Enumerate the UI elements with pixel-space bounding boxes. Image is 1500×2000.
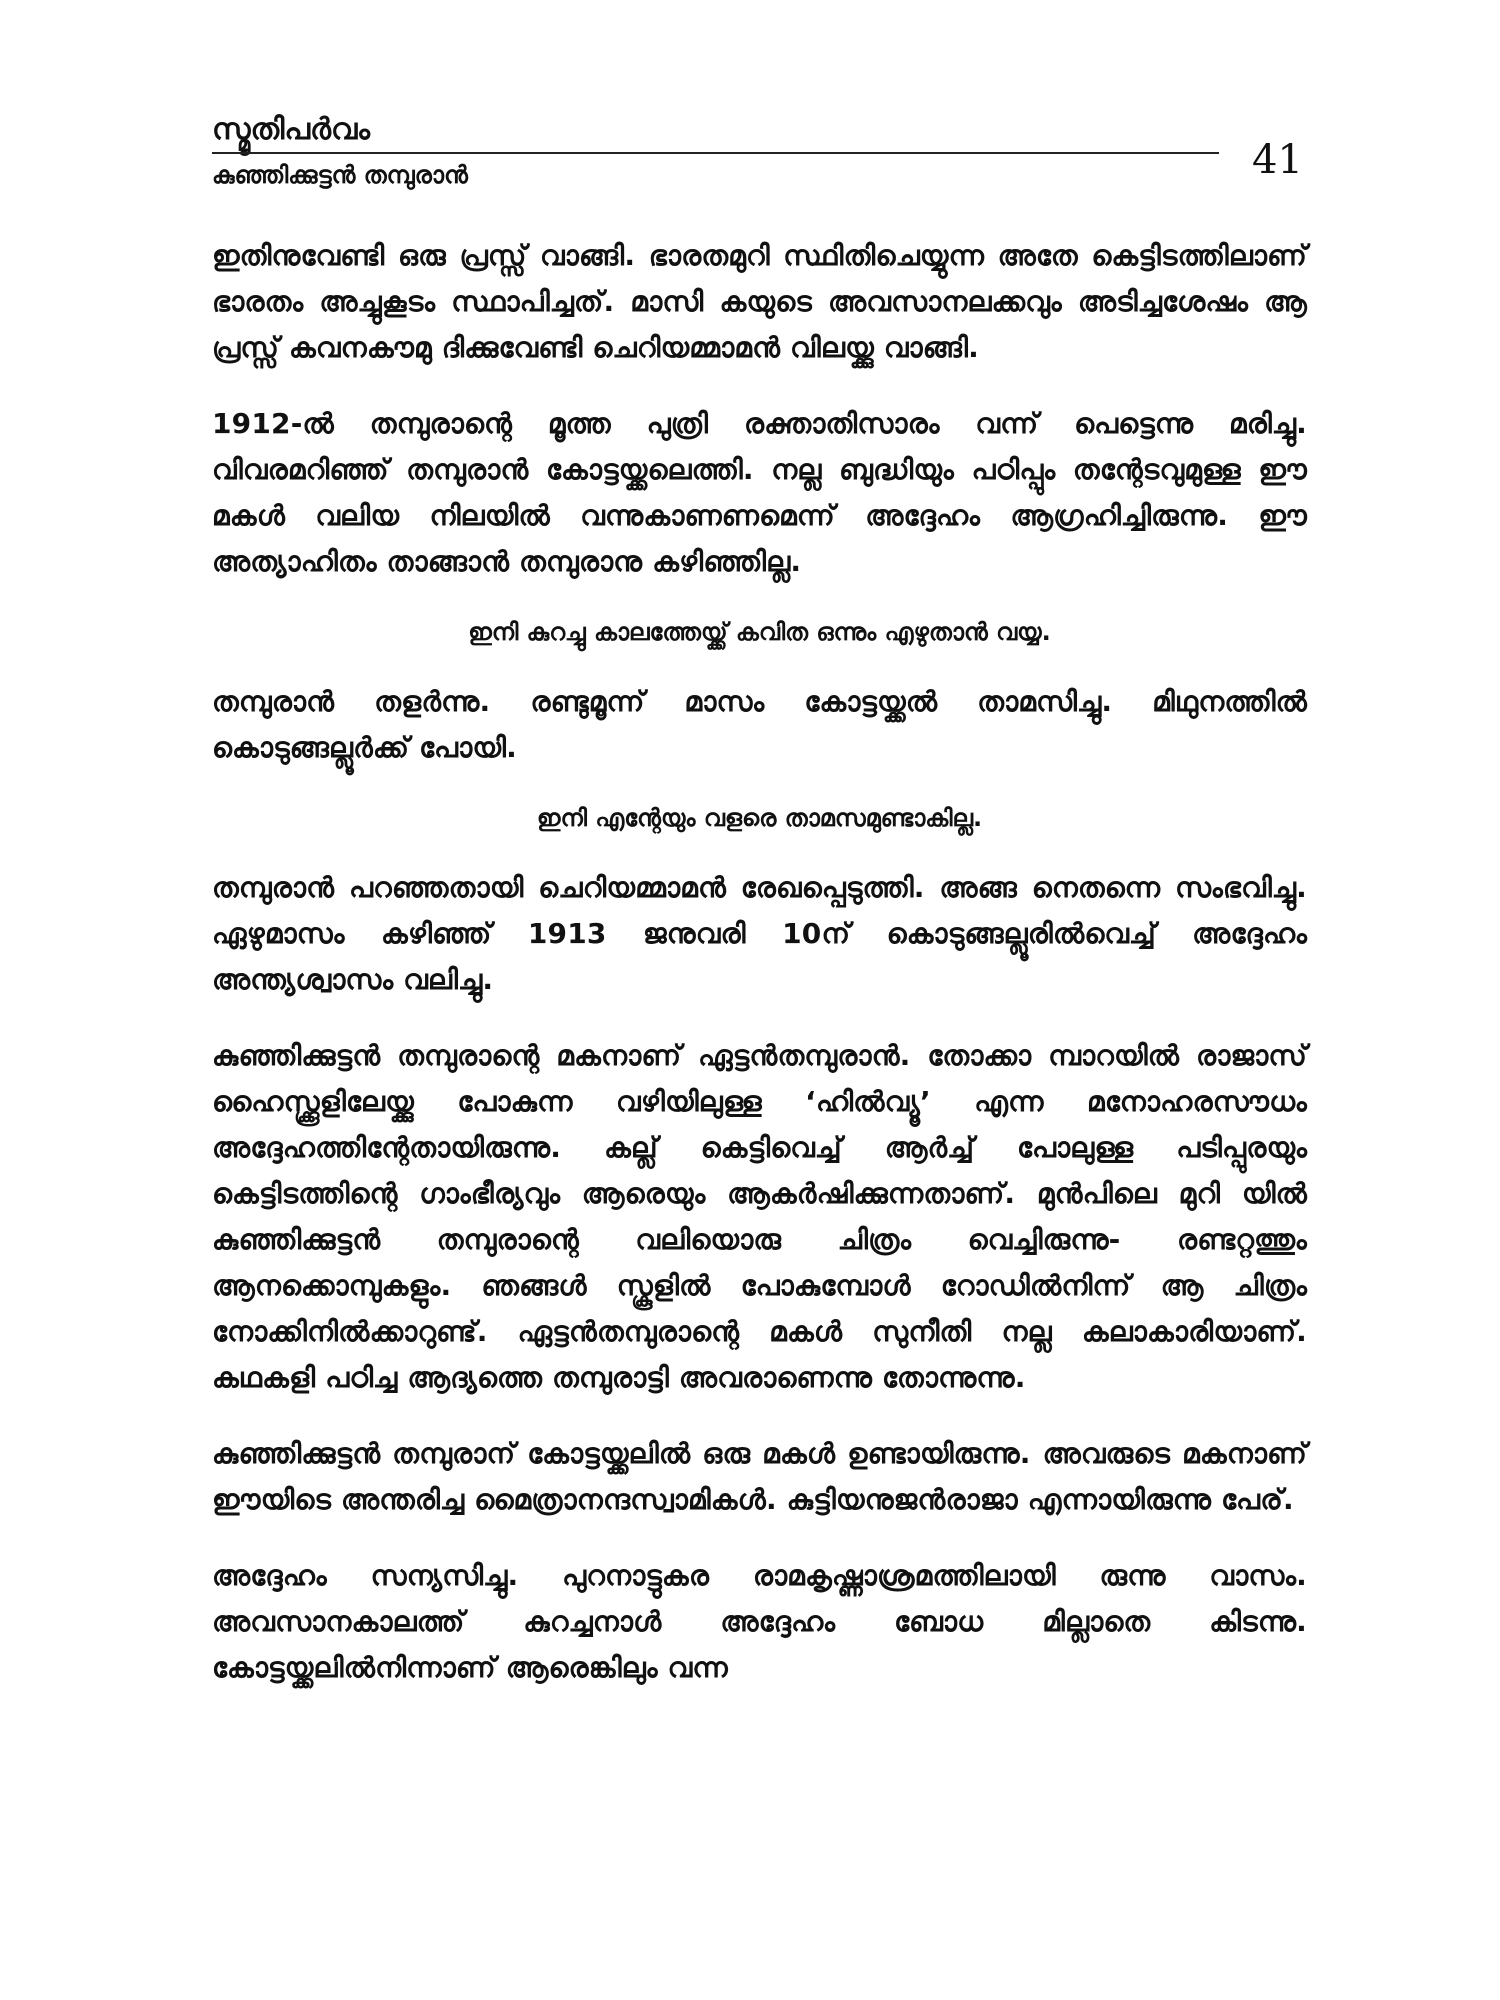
paragraph-1: ഇതിനുവേണ്ടി ഒരു പ്രസ്സ് വാങ്ങി. ഭാരതമുറി സ്ഥിതിചെയ്യുന്ന അതേ കെട്ടിടത്തിലാണ് ഭാരതം അച്ചുകൂടം സ്ഥാപിച്ചത്. മാസി കയുടെ അവസാനലക്കവും അടിച്ചശേഷം ആ പ്രസ്സ് കവനകൗമു ദിക്കുവേണ്ടി ചെറിയമ്മാമൻ വിലയ്ക്കു വാങ്ങി. — [212, 239, 1307, 364]
running-header — [212, 112, 1312, 202]
paragraph-6: കുഞ്ഞിക്കുട്ടൻ തമ്പുരാന് കോട്ടയ്ക്കലിൽ ഒരു മകൾ ഉണ്ടായിരുന്നു. അവരുടെ മകനാണ് ഈയിടെ അന്തരിച്ച മൈത്രാനന്ദസ്വാമികൾ. കുട്ടിയനുജൻരാജാ എന്നായിരുന്നു പേര്. — [212, 1437, 1307, 1516]
chapter-title: കുഞ്ഞിക്കുട്ടൻ തമ്പുരാൻ — [212, 161, 468, 189]
page-number: 41 — [1252, 137, 1303, 183]
quoted-line-2: ഇനി എന്റേയും വളരെ താമസമുണ്ടാകില്ല. — [536, 804, 983, 832]
header-divider — [212, 152, 1219, 154]
paragraph-7: അദ്ദേഹം സന്യസിച്ചു. പുറനാട്ടുകര രാമകൃഷ്ണാശ്രമത്തിലായി രുന്നു വാസം. അവസാനകാലത്ത് കുറച്ചനാൾ അദ്ദേഹം ബോധ മില്ലാതെ കിടന്നു. കോട്ടയ്ക്കലിൽനിന്നാണ് ആരെങ്കിലും വന്ന — [212, 1559, 1307, 1684]
paragraph-5: കുഞ്ഞിക്കുട്ടൻ തമ്പുരാന്റെ മകനാണ് ഏട്ടൻതമ്പുരാൻ. തോക്കാ മ്പാറയിൽ രാജാസ് ഹൈസ്ക്കൂളിലേയ്ക്കു പോകുന്ന വഴിയിലുള്ള ‘ഹിൽവ്യൂ’ എന്ന മനോഹരസൗധം അദ്ദേഹത്തിന്റേതായിരുന്നു. കല്ല് കെട്ടിവെച്ച് ആർച്ച് പോലുള്ള പടിപ്പുരയും കെട്ടിടത്തിന്റെ ഗാംഭീര്യവും ആരെയും ആകർഷിക്കുന്നതാണ്. മുൻപിലെ മുറി യിൽ കുഞ്ഞിക്കുട്ടൻ തമ്പുരാന്റെ വലിയൊരു ചിത്രം വെച്ചിരുന്നു- രണ്ടറ്റത്തും ആനക്കൊമ്പുകളും. ഞങ്ങൾ സ്കൂളിൽ പോകുമ്പോൾ റോഡിൽനിന്ന് ആ ചിത്രം നോക്കിനിൽക്കാറുണ്ട്. ഏട്ടൻതമ്പുരാന്റെ മകൾ സുനീതി നല്ല കലാകാരിയാണ്. കഥകളി പഠിച്ച ആദ്യത്തെ തമ്പുരാട്ടി അവരാണെന്നു തോന്നുന്നു. — [212, 1039, 1307, 1394]
paragraph-2: 1912-ൽ തമ്പുരാന്റെ മൂത്ത പുത്രി രക്താതിസാരം വന്ന് പെട്ടെന്നു മരിച്ചു. വിവരമറിഞ്ഞ് തമ്പുരാൻ കോട്ടയ്ക്കലെത്തി. നല്ല ബുദ്ധിയും പഠിപ്പും തന്റേടവുമുള്ള ഈ മകൾ വലിയ നിലയിൽ വന്നുകാണണമെന്ന് അദ്ദേഹം ആഗ്രഹിച്ചിരുന്നു. ഈ അത്യാഹിതം താങ്ങാൻ തമ്പുരാനു കഴിഞ്ഞില്ല. — [212, 407, 1307, 578]
book-title: സ്മൃതിപർവം — [212, 112, 370, 147]
paragraph-4: തമ്പുരാൻ പറഞ്ഞതായി ചെറിയമ്മാമൻ രേഖപ്പെടുത്തി. അങ്ങ നെതന്നെ സംഭവിച്ചു. ഏഴുമാസം കഴിഞ്ഞ് 1913 ജനുവരി 10ന് കൊടുങ്ങല്ലൂരിൽവെച്ച് അദ്ദേഹം അന്ത്യശ്വാസം വലിച്ചു. — [212, 871, 1307, 996]
quoted-line-1: ഇനി കുറച്ചു കാലത്തേയ്ക്ക് കവിത ഒന്നും എഴുതാൻ വയ്യ. — [468, 618, 1051, 646]
page-body — [212, 233, 1307, 1721]
paragraph-3: തമ്പുരാൻ തളർന്നു. രണ്ടുമൂന്ന് മാസം കോട്ടയ്ക്കൽ താമസിച്ചു. മിഥുനത്തിൽ കൊടുങ്ങല്ലൂർക്ക് പോയി. — [212, 685, 1307, 764]
